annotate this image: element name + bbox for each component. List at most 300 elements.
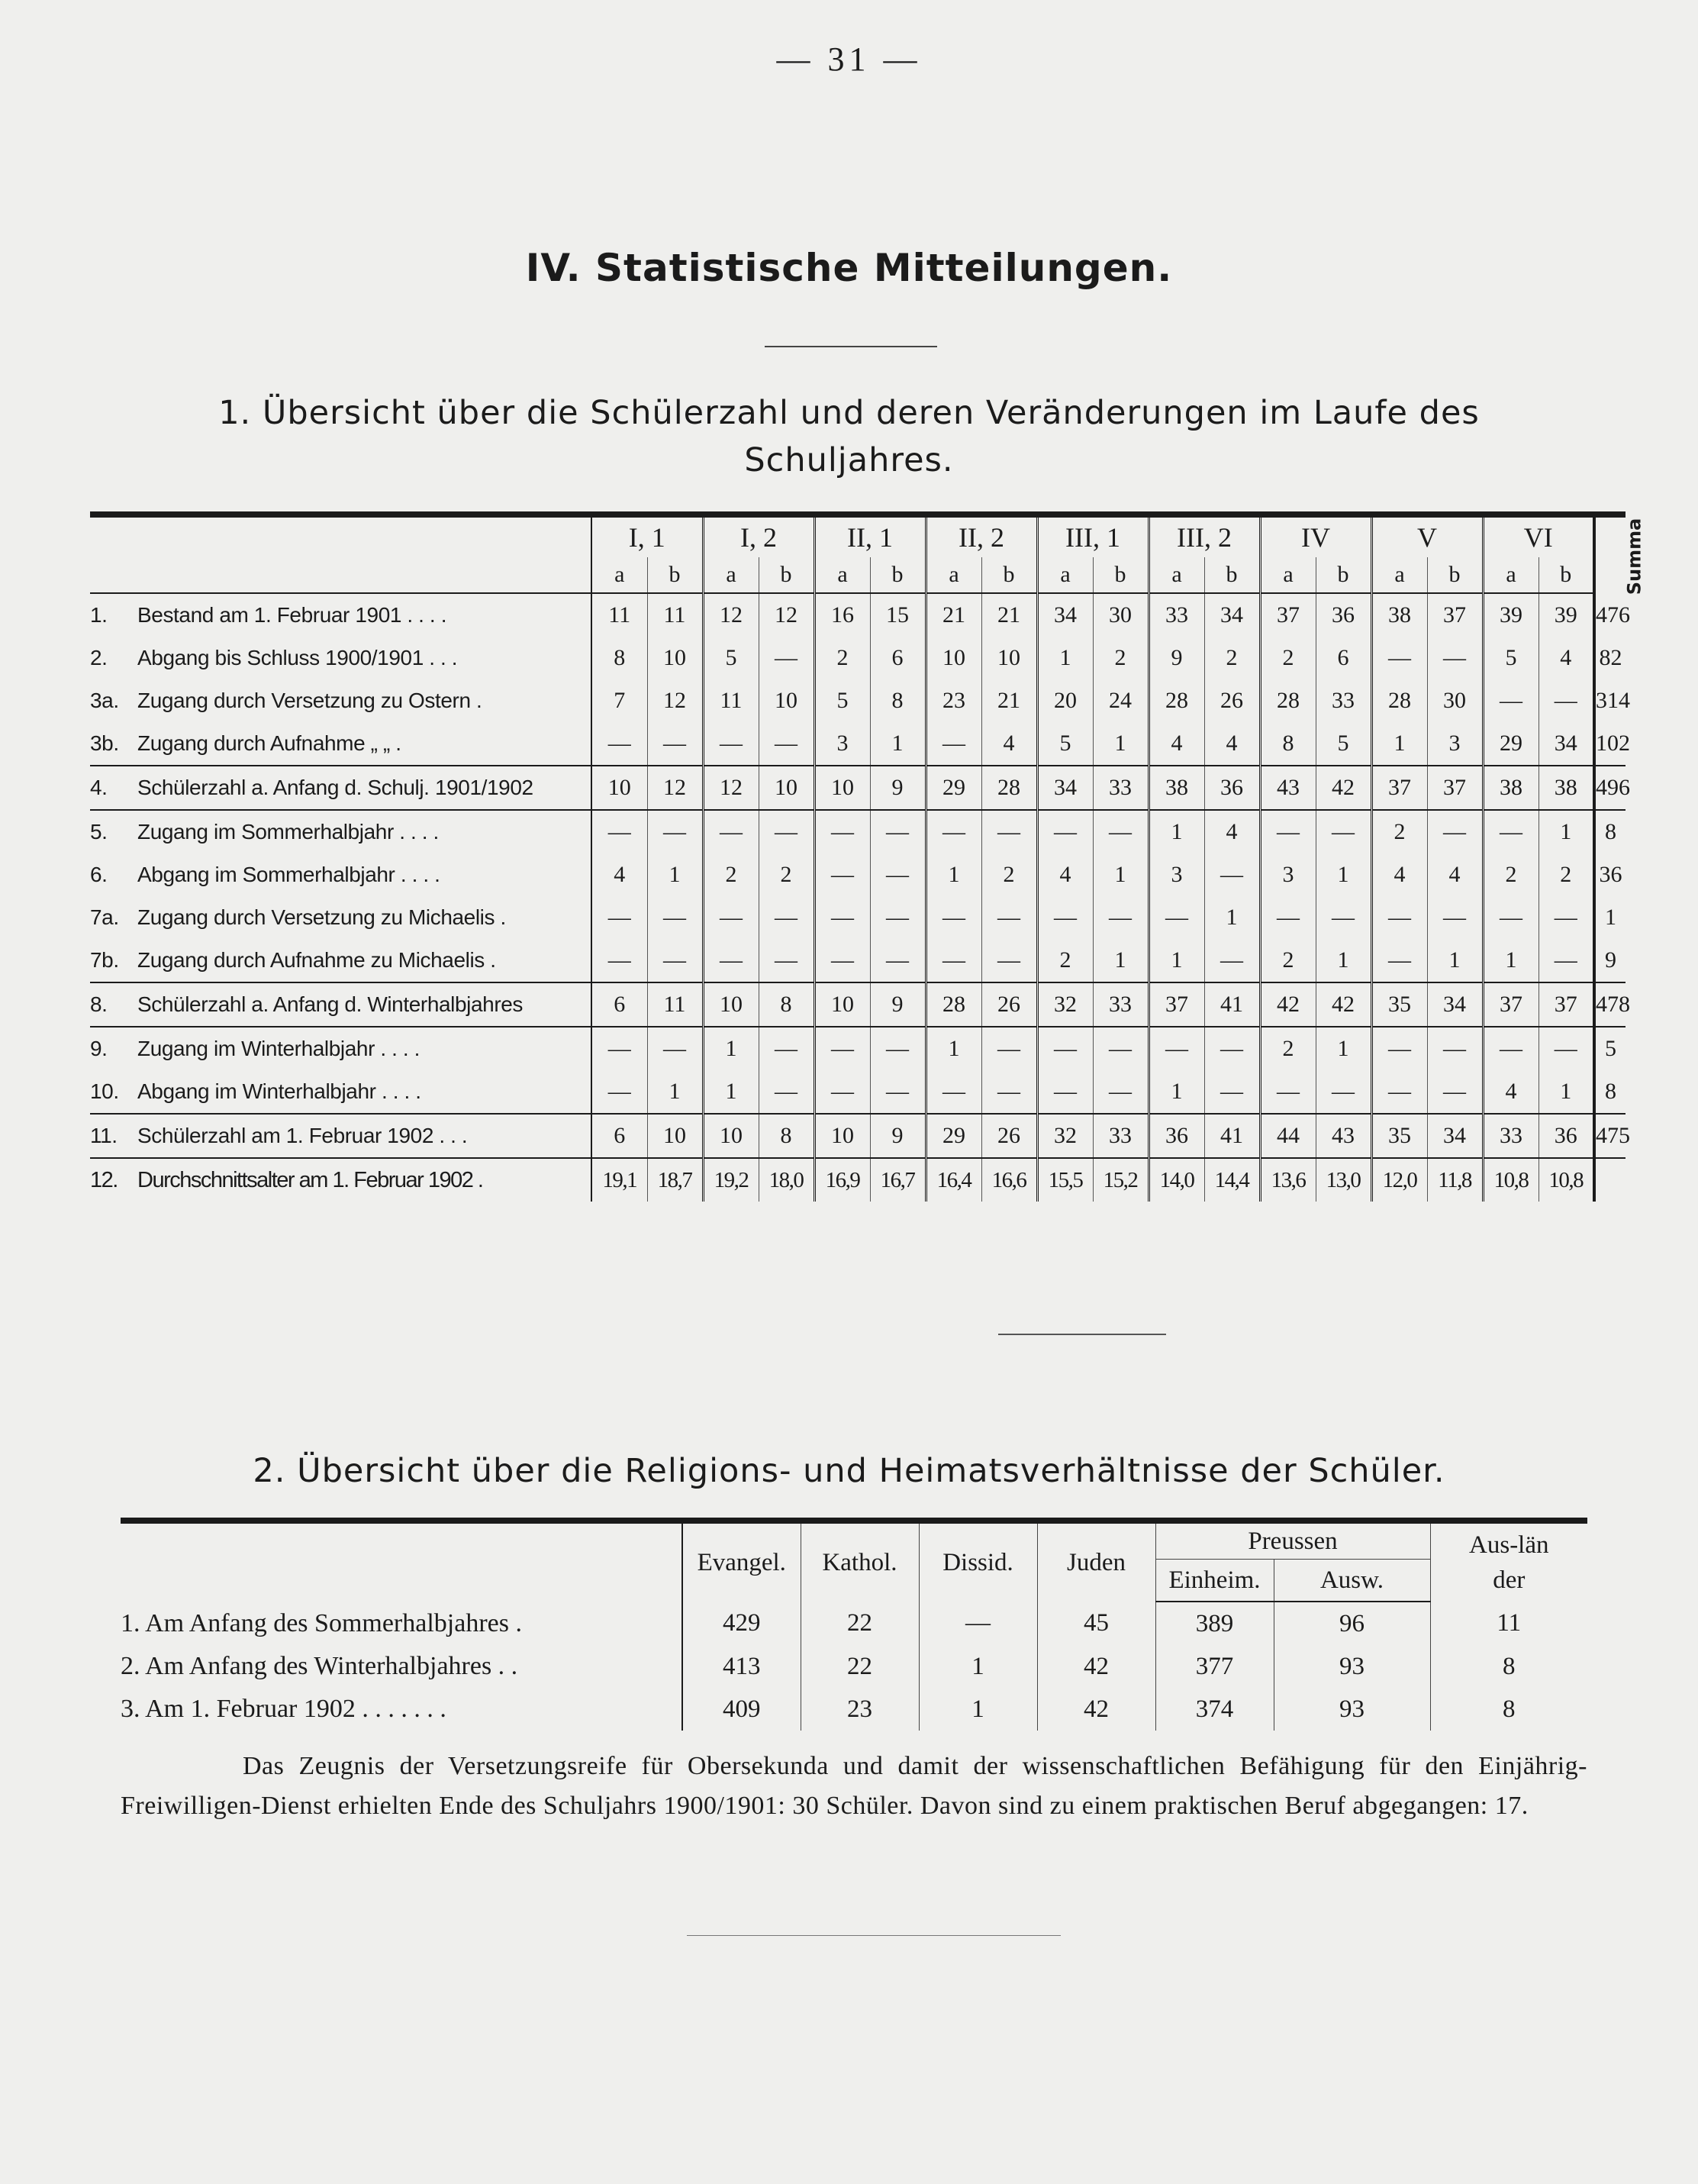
table-cell: 10	[759, 766, 814, 810]
table-cell: 2	[1037, 939, 1093, 982]
table2-header-blank	[121, 1521, 682, 1602]
table1-header-blank	[90, 515, 591, 557]
table-cell: —	[759, 1070, 814, 1114]
table-cell: 33	[1093, 982, 1149, 1027]
row-label-text: Zugang im Sommerhalbjahr . . . .	[137, 820, 439, 844]
table-cell: 8	[1260, 722, 1316, 766]
row-label-text: Zugang durch Aufnahme „ „ .	[137, 731, 401, 755]
table-cell: 12	[647, 679, 703, 722]
section-header-a: a	[1037, 557, 1093, 593]
row-label-text: Abgang im Sommerhalbjahr . . . .	[137, 863, 440, 886]
table-cell: 8	[591, 637, 647, 679]
table-cell: —	[1371, 637, 1427, 679]
row-number: 7a.	[90, 905, 119, 929]
table-cell: —	[926, 722, 981, 766]
table-cell: —	[1260, 1070, 1316, 1114]
header-auslaender-text: Aus-länder	[1469, 1531, 1549, 1594]
table-cell: —	[814, 1070, 870, 1114]
table-cell: 33	[1093, 766, 1149, 810]
table-cell: 1	[1560, 1079, 1572, 1104]
section-header-b: b	[1093, 557, 1149, 593]
table-cell: 2	[1560, 862, 1572, 887]
table-cell: 10	[926, 637, 981, 679]
table-cell: 10	[814, 982, 870, 1027]
table-cell: —	[814, 939, 870, 982]
table-cell: —	[759, 637, 814, 679]
sum-cell: 9	[1594, 939, 1626, 982]
table-cell: 21	[981, 593, 1037, 637]
table1-body	[90, 593, 1631, 1202]
table-cell: 9	[1149, 637, 1204, 679]
table-cell: 16	[814, 593, 870, 637]
class-header-vi: VI	[1483, 515, 1594, 557]
header-juden: Juden	[1037, 1521, 1155, 1602]
table-cell: 34	[1554, 731, 1577, 756]
sum-cell: 475	[1594, 1114, 1626, 1158]
table-cell: 2	[1483, 853, 1539, 896]
table-cell: —	[1371, 1027, 1427, 1070]
sum-cell: 82	[1594, 637, 1626, 679]
table-cell: 96	[1274, 1602, 1430, 1645]
table-cell: 26	[981, 982, 1037, 1027]
table-cell: 11	[591, 593, 647, 637]
row-number: 11.	[90, 1124, 118, 1147]
table-cell: 2	[1093, 637, 1149, 679]
row-label	[90, 637, 591, 679]
title-rule	[765, 346, 937, 347]
row-label	[90, 1027, 591, 1070]
table-cell: 2	[759, 853, 814, 896]
table-row	[90, 810, 1626, 853]
table-cell: —	[1093, 1070, 1149, 1114]
table-cell: 32	[1037, 982, 1093, 1027]
table-cell: —	[591, 896, 647, 939]
sum-cell: 478	[1594, 982, 1626, 1027]
table-cell: 34	[1037, 593, 1093, 637]
table-cell: 37	[1260, 593, 1316, 637]
header-dissid: Dissid.	[919, 1521, 1037, 1602]
table-cell: 2	[1260, 939, 1316, 982]
table-cell: —	[647, 896, 703, 939]
table-cell: 409	[682, 1688, 801, 1731]
table-cell: 28	[1149, 679, 1204, 722]
table-cell: 24	[1093, 679, 1149, 722]
table-cell: 2	[1260, 1027, 1316, 1070]
table-cell: —	[1554, 905, 1577, 930]
page-number: — 31 —	[776, 40, 922, 78]
table-cell: —	[870, 1027, 926, 1070]
table-cell: 38	[1371, 593, 1427, 637]
table1-header-row-classes	[90, 515, 1626, 557]
table-cell: 1	[1316, 1027, 1371, 1070]
table-cell: 8	[1503, 1695, 1516, 1723]
table-cell: —	[919, 1602, 1037, 1645]
sum-cell: 8	[1594, 810, 1626, 853]
table-cell: 1	[926, 853, 981, 896]
table-cell: 5	[1483, 637, 1539, 679]
table-cell: 1	[1371, 722, 1427, 766]
row-label-text: Durchschnittsalter am 1. Februar 1902 .	[137, 1167, 483, 1192]
table-cell: 36	[1204, 766, 1260, 810]
table-cell: 3	[1427, 722, 1483, 766]
table-cell: 8	[759, 982, 814, 1027]
table-cell: —	[647, 810, 703, 853]
table-cell: 1	[647, 853, 703, 896]
table-cell: 10	[981, 637, 1037, 679]
table-row	[90, 637, 1626, 679]
sum-header-text: Summa	[1623, 518, 1645, 595]
table-cell: 11	[647, 982, 703, 1027]
section-header-a: a	[703, 557, 759, 593]
table-cell: 4	[981, 722, 1037, 766]
section-header-a: a	[1260, 557, 1316, 593]
table-cell: —	[647, 1027, 703, 1070]
row-label	[90, 982, 591, 1027]
table-cell: 10	[647, 1114, 703, 1158]
table-cell: 10	[647, 637, 703, 679]
table-cell: 42	[1260, 982, 1316, 1027]
section-header-a: a	[1483, 557, 1539, 593]
section-header-a: a	[926, 557, 981, 593]
table-cell: —	[870, 810, 926, 853]
table-cell: 6	[870, 637, 926, 679]
table-cell: —	[1427, 1070, 1483, 1114]
table-cell: —	[591, 810, 647, 853]
table-cell: 16,7	[870, 1158, 926, 1202]
table-cell: 1	[703, 1070, 759, 1114]
table-cell: —	[870, 1070, 926, 1114]
table-cell: 29	[926, 1114, 981, 1158]
table-cell: —	[1316, 896, 1371, 939]
table-cell: 5	[1316, 722, 1371, 766]
table2-body	[121, 1602, 1587, 1731]
table-cell: —	[1427, 810, 1483, 853]
table-cell: 41	[1204, 1114, 1260, 1158]
section-header-b: b	[870, 557, 926, 593]
table-row	[90, 1027, 1626, 1070]
table-row	[121, 1688, 1587, 1731]
table-cell: 10	[759, 679, 814, 722]
class-header-ii1: II, 1	[814, 515, 926, 557]
table-cell: 10,8	[1539, 1158, 1594, 1202]
row-label	[90, 896, 591, 939]
sum-cell: 102	[1594, 722, 1626, 766]
table-cell: 43	[1260, 766, 1316, 810]
table-cell: 34	[1204, 593, 1260, 637]
table-cell: 28	[1260, 679, 1316, 722]
table-cell: —	[1260, 810, 1316, 853]
table-cell: 30	[1093, 593, 1149, 637]
section-header-a: a	[814, 557, 870, 593]
table-cell: 14,0	[1149, 1158, 1204, 1202]
table-cell: —	[1316, 810, 1371, 853]
separator-rule	[998, 1334, 1166, 1335]
table-cell: 1	[1316, 939, 1371, 982]
class-header-iii1: III, 1	[1037, 515, 1149, 557]
table-cell: 2	[703, 853, 759, 896]
table-cell: 374	[1155, 1688, 1274, 1731]
table-cell: —	[981, 939, 1037, 982]
row-label: 2. Am Anfang des Winterhalbjahres . .	[121, 1645, 682, 1688]
row-number: 9.	[90, 1037, 108, 1060]
class-header-i1: I, 1	[591, 515, 703, 557]
table-cell: —	[1149, 896, 1204, 939]
table-cell: 33	[1149, 593, 1204, 637]
table-cell: 39	[1483, 593, 1539, 637]
table-cell: —	[814, 896, 870, 939]
table-cell: 3	[1149, 853, 1204, 896]
header-evangel: Evangel.	[682, 1521, 801, 1602]
table-cell: 16,6	[981, 1158, 1037, 1202]
table-cell: —	[1483, 679, 1539, 722]
table-cell: 12	[759, 593, 814, 637]
table-cell: 29	[1483, 722, 1539, 766]
header-ausw: Ausw.	[1274, 1560, 1430, 1602]
table-cell: 33	[1483, 1114, 1539, 1158]
table-cell: 35	[1371, 1114, 1427, 1158]
table-cell: —	[703, 896, 759, 939]
table1-heading-text: 1. Übersicht über die Schülerzahl und deren Veränderungen im Laufe des Schuljahres.	[218, 394, 1480, 479]
table-cell: 4	[1204, 810, 1260, 853]
table-cell: —	[1483, 1027, 1539, 1070]
table-cell: 33	[1316, 679, 1371, 722]
section-header-b: b	[981, 557, 1037, 593]
table-cell: 9	[870, 766, 926, 810]
table-row	[90, 982, 1626, 1027]
table-cell: 28	[926, 982, 981, 1027]
table-cell: 4	[1149, 722, 1204, 766]
class-header-i2: I, 2	[703, 515, 814, 557]
table-cell: 38	[1539, 766, 1594, 810]
row-label	[90, 1070, 591, 1114]
row-label	[90, 1114, 591, 1158]
table-cell: —	[926, 896, 981, 939]
row-number: 1.	[90, 603, 108, 627]
table-cell: —	[759, 939, 814, 982]
table-cell: 4	[1427, 853, 1483, 896]
row-label-text: Schülerzahl a. Anfang d. Winterhalbjahres	[137, 992, 524, 1016]
table-cell: 12	[703, 766, 759, 810]
table-cell: 42	[1316, 982, 1371, 1027]
table2-heading: 2. Übersicht über die Religions- und Heimatsverhältnisse der Schüler.	[253, 1452, 1445, 1490]
table-cell: 2	[1204, 637, 1260, 679]
row-number: 5.	[90, 820, 108, 844]
table-cell: —	[703, 722, 759, 766]
table-cell: 16,4	[926, 1158, 981, 1202]
table-cell: —	[759, 896, 814, 939]
table-cell: —	[981, 896, 1037, 939]
table-cell: 3	[814, 722, 870, 766]
row-number: 10.	[90, 1079, 119, 1103]
row-number: 8.	[90, 992, 108, 1016]
table-cell: 11	[647, 593, 703, 637]
sum-cell: 8	[1594, 1070, 1626, 1114]
table-cell: 1	[1539, 810, 1594, 853]
table-cell: 5	[703, 637, 759, 679]
table1-header-row-sections	[90, 557, 1626, 593]
sum-cell: 496	[1594, 766, 1626, 810]
table-cell: 9	[870, 1114, 926, 1158]
table-cell: —	[1427, 1027, 1483, 1070]
table-cell: —	[1554, 688, 1577, 713]
table-cell: —	[926, 810, 981, 853]
sum-cell	[1594, 1158, 1626, 1202]
table-cell: 4	[1483, 1070, 1539, 1114]
table-cell: 1	[1093, 722, 1149, 766]
table-row	[90, 939, 1626, 982]
class-header-iii2: III, 2	[1149, 515, 1260, 557]
table-cell: —	[1037, 896, 1093, 939]
table-cell: —	[647, 939, 703, 982]
row-label	[90, 679, 591, 722]
table-cell: —	[759, 1027, 814, 1070]
table1-heading	[0, 389, 1698, 484]
sum-cell: 314	[1594, 679, 1626, 722]
table2-header-row-1	[121, 1521, 1587, 1560]
table-cell: 11	[703, 679, 759, 722]
table-cell: 22	[801, 1645, 919, 1688]
header-auslaender	[1430, 1521, 1587, 1602]
table-cell: 23	[926, 679, 981, 722]
sum-cell: 476	[1594, 593, 1626, 637]
table-cell: 6	[591, 1114, 647, 1158]
table-cell: 19,2	[703, 1158, 759, 1202]
table-cell: 28	[1371, 679, 1427, 722]
table-cell: 13,6	[1260, 1158, 1316, 1202]
table-row	[90, 896, 1626, 939]
table-cell: —	[1093, 810, 1149, 853]
table-cell: —	[1093, 896, 1149, 939]
table-cell: —	[1149, 1027, 1204, 1070]
table-cell: —	[1260, 896, 1316, 939]
table-cell: 33	[1093, 1114, 1149, 1158]
table-cell: 1	[919, 1645, 1037, 1688]
note-text: Das Zeugnis der Versetzungsreife für Obersekunda und damit der wissenschaftlichen Befähigung für den Einjährig-Freiwilligen-Dienst erhielten Ende des Schuljahrs 1900/1901: 30 Schüler. Davon sind zu einem praktischen Beruf abgegangen: 17.	[121, 1752, 1587, 1820]
row-number: 2.	[90, 646, 108, 669]
table-cell: 23	[801, 1688, 919, 1731]
table-cell: 8	[759, 1114, 814, 1158]
class-header-iv: IV	[1260, 515, 1371, 557]
table-cell: 43	[1316, 1114, 1371, 1158]
table-row	[90, 766, 1626, 810]
table-cell: 9	[870, 982, 926, 1027]
table-cell: 44	[1260, 1114, 1316, 1158]
section-title: IV. Statistische Mitteilungen.	[525, 246, 1173, 290]
religion-origin-table	[121, 1518, 1587, 1731]
table-cell: 6	[591, 982, 647, 1027]
section-header-b: b	[759, 557, 814, 593]
table-cell: 36	[1539, 1114, 1594, 1158]
table-cell: 12,0	[1371, 1158, 1427, 1202]
table-cell: 26	[1204, 679, 1260, 722]
table-cell: 30	[1427, 679, 1483, 722]
table-cell: 15,5	[1037, 1158, 1093, 1202]
table-row	[90, 722, 1626, 766]
sum-cell: 5	[1594, 1027, 1626, 1070]
table-cell: 4	[1371, 853, 1427, 896]
row-label-text: Zugang durch Versetzung zu Michaelis .	[137, 905, 506, 929]
table-row	[90, 1158, 1626, 1202]
table-cell: —	[1093, 1027, 1149, 1070]
table-row	[90, 679, 1626, 722]
row-label-text: Bestand am 1. Februar 1901 . . . .	[137, 603, 447, 627]
table-cell: —	[591, 939, 647, 982]
row-number: 3a.	[90, 689, 119, 712]
table-cell: 21	[926, 593, 981, 637]
row-label-text: Schülerzahl a. Anfang d. Schulj. 1901/1902	[137, 776, 533, 799]
row-label-text: Zugang durch Aufnahme zu Michaelis .	[137, 948, 496, 972]
table-cell: 2	[981, 853, 1037, 896]
row-label: 1. Am Anfang des Sommerhalbjahres .	[121, 1602, 682, 1645]
header-preussen: Preussen	[1155, 1521, 1430, 1560]
table-row	[121, 1602, 1587, 1645]
table-cell: 29	[926, 766, 981, 810]
section-header-b: b	[647, 557, 703, 593]
table-cell: —	[1204, 939, 1260, 982]
table-cell: —	[1371, 1070, 1427, 1114]
table-cell: —	[814, 810, 870, 853]
table-cell: 12	[703, 593, 759, 637]
table-cell: —	[1539, 1027, 1594, 1070]
table-row	[90, 1070, 1626, 1114]
table-cell: 1	[1427, 939, 1483, 982]
table-cell: 13,0	[1316, 1158, 1371, 1202]
table-cell: 38	[1149, 766, 1204, 810]
table-cell: 4	[1204, 722, 1260, 766]
table-cell: 38	[1483, 766, 1539, 810]
table-cell: 22	[801, 1602, 919, 1645]
table-cell: 28	[981, 766, 1037, 810]
table-cell: —	[1371, 939, 1427, 982]
row-label-text: Zugang im Winterhalbjahr . . . .	[137, 1037, 420, 1060]
sum-cell: 36	[1594, 853, 1626, 896]
row-label-text: Schülerzahl am 1. Februar 1902 . . .	[137, 1124, 468, 1147]
table-cell: 1	[926, 1027, 981, 1070]
row-label-text: Abgang bis Schluss 1900/1901 . . .	[137, 646, 458, 669]
row-label	[90, 939, 591, 982]
table-cell: 16,9	[814, 1158, 870, 1202]
table-cell: 21	[981, 679, 1037, 722]
table-cell: 37	[1427, 766, 1483, 810]
table-cell: 1	[1149, 810, 1204, 853]
table-cell: 41	[1204, 982, 1260, 1027]
row-number: 6.	[90, 863, 108, 886]
table-cell: 42	[1037, 1688, 1155, 1731]
row-number: 7b.	[90, 948, 119, 972]
note-paragraph	[121, 1747, 1587, 1826]
table-cell: 10	[703, 982, 759, 1027]
table-cell: —	[1371, 896, 1427, 939]
table-cell: —	[814, 853, 870, 896]
row-label	[90, 722, 591, 766]
table-cell: 429	[682, 1602, 801, 1645]
table-cell: 12	[647, 766, 703, 810]
row-label	[90, 766, 591, 810]
table-cell: 37	[1483, 982, 1539, 1027]
table-cell: —	[1427, 896, 1483, 939]
table-cell: 26	[981, 1114, 1037, 1158]
table-cell: 34	[1037, 766, 1093, 810]
table-cell: —	[870, 939, 926, 982]
section-header-b: b	[1316, 557, 1371, 593]
section-header-b: b	[1427, 557, 1483, 593]
section-header-b: b	[1204, 557, 1260, 593]
header-kathol: Kathol.	[801, 1521, 919, 1602]
table-cell: 10	[814, 1114, 870, 1158]
table-cell: 45	[1037, 1602, 1155, 1645]
table-cell: 11	[1497, 1609, 1522, 1637]
table-cell: —	[926, 1070, 981, 1114]
